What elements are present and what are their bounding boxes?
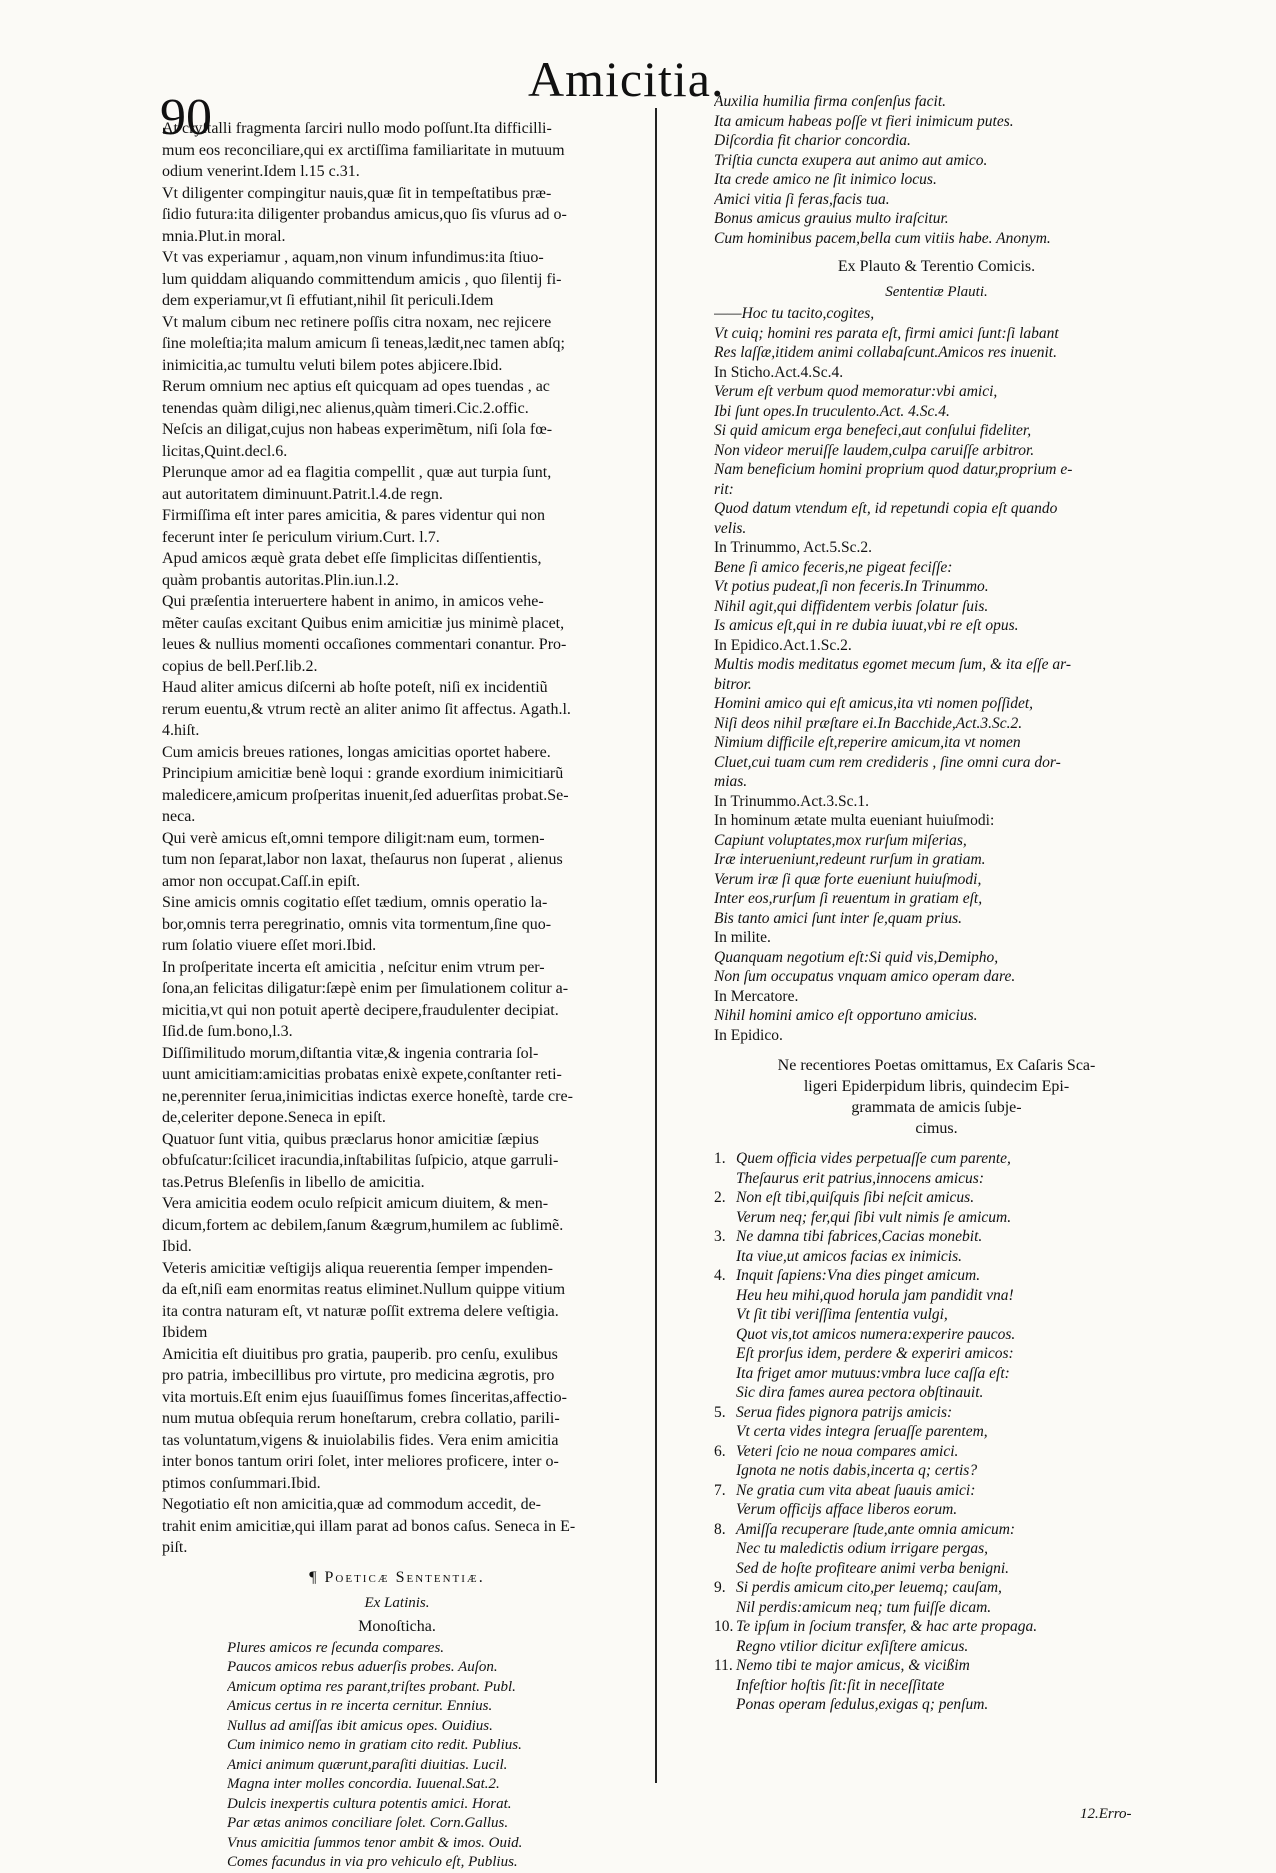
verse-line: Amici vitia ſi feras,facis tua. [714, 190, 890, 208]
epigram-number: 8. [714, 1520, 726, 1538]
text-line: micitia,vt qui non potuit apertè decipere,fraudulenter decipiat. [162, 1001, 559, 1019]
epigram-text: Ne damna tibi fabrices,Cacias monebit. [736, 1228, 983, 1245]
right-column [714, 92, 1159, 1715]
text-line: copius de bell.Perſ.lib.2. [162, 657, 318, 675]
source-reference: In Trinummo, Act.5.Sc.2. [714, 539, 873, 556]
text-line: mnia.Plut.in moral. [162, 227, 286, 245]
text-line: ita contra naturam eſt, vt naturæ poſſit extrema delere veſtigia. [162, 1302, 559, 1320]
epigram-text: Vt certa vides integra ſeruaſſe parentem, [736, 1423, 988, 1440]
epigram-line [714, 1695, 1159, 1715]
text-line: da eſt,niſi eam enormitas reatus eliminet.Nullum quippe vitium [162, 1281, 566, 1298]
source-reference: In milite. [714, 929, 771, 946]
text-line: aut autoritatem diminuunt.Patrit.l.4.de regn. [162, 485, 443, 503]
epigram-line [714, 1266, 1159, 1286]
epigram-number: 11. [714, 1657, 733, 1674]
text-line: odium venerint.Idem l.15 c.31. [162, 163, 360, 180]
epigram-text: Nemo tibi te major amicus, & vicißim [736, 1657, 970, 1674]
epigram-line [714, 1364, 1159, 1384]
text-line: leues & nullius momenti occaſiones commentari conantur. Pro- [162, 636, 567, 653]
verse-line: Nihil homini amico eſt opportuno amicius. [714, 1007, 978, 1024]
text-line: Diſſimilitudo morum,diſtantia vitæ,& ingenia contraria ſol- [162, 1044, 539, 1062]
text-line: licitas,Quint.decl.6. [162, 442, 288, 460]
text-line: Apud amicos æquè grata debet eſſe ſimplicitas diſſentientis, [162, 550, 542, 567]
text-line: inimicitia,ac tumultu veluti bilem potes abjicere.Ibid. [162, 356, 503, 374]
verse-line: Paucos amicos rebus aduerſis probes. Auſon. [227, 1659, 498, 1675]
epigram-text: Eſt prorſus idem, perdere & experiri amicos: [736, 1345, 1014, 1362]
epigram-line [714, 1656, 1159, 1676]
epigram-text: Amiſſa recuperare ſtude,ante omnia amicum: [736, 1520, 1016, 1538]
verse-line: Si quid amicum erga benefeci,aut conſului fideliter, [714, 422, 1032, 439]
verse-line: Amicus certus in re incerta cernitur. Ennius. [227, 1698, 493, 1714]
intro-line: cimus. [915, 1120, 958, 1137]
text-line: bor,omnis terra peregrinatio, omnis vita tormentum,ſine quo- [162, 915, 552, 933]
text-line: Rerum omnium nec aptius eſt quicquam ad opes tuendas , ac [162, 378, 550, 395]
verse-line: Plures amicos re ſecunda compares. [227, 1639, 445, 1656]
source-reference: In Epidico. [714, 1026, 783, 1044]
epigram-text: Regno vtilior dicitur exſiſtere amicus. [736, 1637, 969, 1655]
epigram-line [714, 1325, 1159, 1345]
verse-line: Multis modis meditatus egomet mecum ſum, & ita eſſe ar- [714, 656, 1071, 673]
epigram-line [714, 1617, 1159, 1637]
text-line: tenendas quàm diligi,nec alienus,quàm timeri.Cic.2.offic. [162, 399, 529, 417]
text-line: tas.Petrus Bleſenſis in libello de amicitia. [162, 1173, 425, 1191]
verse-line: Homini amico qui eſt amicus,ita vti nomen poſſidet, [714, 695, 1033, 712]
epigram-text: Sic dira fames aurea pectora obſtinauit. [736, 1384, 984, 1401]
verse-line: Inter eos,rurſum ſi reuentum in gratiam eſt, [714, 890, 983, 907]
epigram-line [714, 1500, 1159, 1520]
verse-line: Vnus amicitia ſummos tenor ambit & imos. Ouid. [227, 1834, 523, 1851]
verse-line: Non videor meruiſſe laudem,culpa caruiſſe arbitror. [714, 441, 1035, 459]
verse-line: Vt cuiq; homini res parata eſt, firmi amici ſunt:ſi labant [714, 324, 1059, 342]
plautus-verses [714, 304, 1159, 1045]
intro-line: Ne recentiores Poetas omittamus, Ex Caſaris Sca- [777, 1057, 1096, 1074]
verse-line: Quanquam negotium eſt:Si quid vis,Demipho, [714, 948, 999, 966]
text-line: rum ſolatio viuere eſſet mori.Ibid. [162, 937, 377, 954]
epigram-line [714, 1676, 1159, 1696]
page-title: Amicitia. [528, 51, 725, 107]
text-line: inter bonos tantum oriri ſolet, inter meliores proficere, inter o- [162, 1453, 559, 1470]
epigram-text: Infeſtior hoſtis ſit:ſit in neceſſitate [736, 1676, 945, 1694]
column-divider [655, 108, 657, 1783]
verse-line: Verum iræ ſi quæ forte eueniunt huiuſmodi, [714, 870, 982, 888]
epigram-text: Serua fides pignora patrijs amicis: [736, 1403, 953, 1421]
verse-line: Par ætas animos conciliare ſolet. Corn.Gallus. [227, 1815, 509, 1831]
text-line: Negotiatio eſt non amicitia,quæ ad commodum accedit, de- [162, 1496, 541, 1513]
verse-line: velis. [714, 519, 747, 537]
text-line: ſidio futura:ita diligenter probandus amicus,quo ſis vſurus ad o- [162, 206, 567, 223]
verse-line: Is amicus eſt,qui in re dubia iuuat,vbi re eſt opus. [714, 617, 1019, 634]
epigram-text: Verum officijs afface liberos eorum. [736, 1501, 958, 1518]
epigram-line [714, 1247, 1159, 1267]
source-reference: In Trinummo.Act.3.Sc.1. [714, 792, 870, 810]
left-column [162, 118, 632, 1873]
text-line: Plerunque amor ad ea flagitia compellit , quæ aut turpia ſunt, [162, 464, 552, 481]
epigram-number: 4. [714, 1267, 726, 1284]
epigram-line [714, 1442, 1159, 1462]
verse-line: Comes facundus in via pro vehiculo eſt, Publius. [227, 1854, 518, 1870]
text-line: dem experiamur,vt ſi effutiant,nihil ſit periculi.Idem [162, 292, 494, 309]
text-line: Vera amicitia eodem oculo reſpicit amicum diuitem, & men- [162, 1195, 549, 1212]
text-line: neca. [162, 808, 196, 825]
verses-top [714, 92, 1159, 248]
text-line: rerum euentu,& vtrum rectè an aliter animo ſit affectus. Agath.l. [162, 700, 571, 718]
verse-line: Triſtia cuncta exupera aut animo aut amico. [714, 151, 988, 169]
epigram-text: Verum neq; fer,qui ſibi vult nimis ſe amicum. [736, 1208, 1012, 1226]
epigram-text: Veteri ſcio ne noua compares amici. [736, 1442, 959, 1460]
verse-line: bitror. [714, 675, 752, 693]
epigram-line [714, 1598, 1159, 1618]
text-line: pro patria, imbecillibus pro virtute, pro medicina ægrotis, pro [162, 1367, 555, 1384]
verse-line: Nihil agit,qui diffidentem verbis ſolatur ſuis. [714, 597, 989, 615]
epigram-line [714, 1208, 1159, 1228]
epigram-line [714, 1286, 1159, 1306]
text-line: Iſid.de ſum.bono,l.3. [162, 1023, 293, 1040]
text-line: uunt amicitiam:amicitias probatas enixè expete,conſtanter reti- [162, 1066, 562, 1083]
text-line: Veteris amicitiæ veſtigijs aliqua reuerentia ſemper impenden- [162, 1259, 553, 1277]
epigram-text: Nil perdis:amicum neq; tum fuiſſe dicam. [736, 1598, 992, 1616]
verse-line: Ibi ſunt opes.In truculento.Act. 4.Sc.4. [714, 402, 950, 420]
verse-line: Non ſum occupatus vnquam amico operam dare. [714, 968, 1016, 985]
verse-line: Diſcordia fit charior concordia. [714, 132, 911, 149]
text-line: Vt vas experiamur , aquam,non vinum infundimus:ita ſtiuo- [162, 249, 544, 266]
monosticha-list [162, 1639, 632, 1873]
text-line: num mutua obſequia rerum honeſtarum, crebra collatio, parili- [162, 1410, 560, 1427]
left-text-block [162, 118, 632, 1559]
text-line: ptimos conſummari.Ibid. [162, 1474, 321, 1492]
epigram-text: Ita viue,ut amicos facias ex inimicis. [736, 1247, 962, 1265]
intro-line: ligeri Epiderpidum libris, quindecim Epi- [803, 1078, 1070, 1095]
verse-line: Bonus amicus grauius multo iraſcitur. [714, 210, 949, 227]
text-line: de,celeriter depone.Seneca in epiſt. [162, 1109, 386, 1126]
text-line: Vt diligenter compingitur nauis,quæ ſit in tempeſtatibus præ- [162, 184, 552, 202]
text-line: Amicitia eſt diuitibus pro gratia, pauperib. pro cenſu, exulibus [162, 1345, 558, 1363]
text-line: Haud aliter amicus diſcerni ab hoſte poteſt, niſi ex incidentiũ [162, 679, 548, 696]
epigram-text: Te ipſum in ſocium transfer, & hac arte propaga. [736, 1618, 1038, 1635]
verse-line: Vt potius pudeat,ſi non feceris.In Trinummo. [714, 578, 989, 595]
epigram-line [714, 1481, 1159, 1501]
verse-line: Cum inimico nemo in gratiam cito redit. Publius. [227, 1737, 522, 1753]
verse-line: Nam beneficium homini proprium quod datur,proprium e- [714, 461, 1073, 478]
verse-line: Auxilia humilia firma conſenſus facit. [714, 93, 947, 110]
epigram-text: Ignota ne notis dabis,incerta q; certis? [736, 1462, 978, 1479]
epigram-line [714, 1539, 1159, 1559]
text-line: Cum amicis breues rationes, longas amicitias oportet habere. [162, 743, 551, 761]
verse-line: Niſi deos nihil præſtare ei.In Bacchide,Act.3.Sc.2. [714, 714, 1023, 732]
epigram-list [714, 1149, 1159, 1715]
monosticha-heading: Monoſticha. [358, 1617, 436, 1635]
epigram-text: Inquit ſapiens:Vna dies pinget amicum. [736, 1267, 981, 1284]
verse-line: Magna inter molles concordia. Iuuenal.Sat.2. [227, 1776, 500, 1792]
verse-line: Ita crede amico ne ſit inimico locus. [714, 171, 937, 188]
epigram-line [714, 1188, 1159, 1208]
verse-line: Cluet,cui tuam cum rem credideris , ſine omni cura dor- [714, 753, 1061, 771]
catchword: 12.Erro- [1080, 1806, 1132, 1822]
epigram-line [714, 1383, 1159, 1403]
text-line: dicum,fortem ac debilem,ſanum &ægrum,humilem ac ſublimẽ. [162, 1216, 564, 1234]
epigram-number: 3. [714, 1228, 726, 1245]
text-line: In proſperitate incerta eſt amicitia , neſcitur enim vtrum per- [162, 958, 545, 976]
epigram-text: Ponas operam ſedulus,exigas q; penſum. [736, 1696, 989, 1713]
text-line: Vt malum cibum nec retinere poſſis citra noxam, nec rejicere [162, 313, 552, 331]
verse-line: Res laſſæ,itidem animi collabaſcunt.Amicos res inuenit. [714, 344, 1057, 361]
epigram-line [714, 1461, 1159, 1481]
source-reference: In Mercatore. [714, 987, 799, 1005]
source-reference: In hominum ætate multa eueniant huiuſmodi: [714, 812, 995, 829]
epigram-line [714, 1403, 1159, 1423]
text-line: ſona,an felicitas diligatur:ſæpè enim per ſimulationem colitur a- [162, 980, 569, 997]
epigram-text: Quot vis,tot amicos numera:experire paucos. [736, 1325, 1016, 1343]
text-line: Principium amicitiæ benè loqui : grande exordium inimicitiarũ [162, 765, 564, 782]
text-line: tas voluntatum,vigens & inuiolabilis fides. Vera enim amicitia [162, 1431, 559, 1449]
text-line: Ibid. [162, 1238, 192, 1255]
text-line: Sine amicis omnis cogitatio eſſet tædium, omnis operatio la- [162, 894, 548, 911]
verse-line: Nimium difficile eſt,reperire amicum,ita vt nomen [714, 734, 1021, 751]
verse-line: Amici animum quærunt,paraſiti diuitias. Lucil. [227, 1756, 508, 1773]
verse-line: Nullus ad amiſſas ibit amicus opes. Ouidius. [227, 1717, 493, 1734]
epigram-text: Si perdis amicum cito,per leuemq; cauſam, [736, 1579, 1002, 1596]
verse-line: Iræ interueniunt,redeunt rurſum in gratiam. [714, 851, 986, 868]
text-line: obfuſcatur:ſcilicet iracundia,inſtabilitas ſuſpicio, atque garruli- [162, 1152, 559, 1169]
epigram-text: Theſaurus erit patrius,innocens amicus: [736, 1169, 984, 1187]
text-line: piſt. [162, 1539, 188, 1556]
text-line: Firmiſſima eſt inter pares amicitia, & pares videntur qui non [162, 507, 546, 524]
text-line: mum eos reconciliare,qui ex arctiſſima familiaritate in mutuum [162, 141, 565, 159]
epigram-line [714, 1169, 1159, 1189]
text-line: Ibidem [162, 1324, 208, 1341]
text-line: trahit enim amicitiæ,qui illam parat ad bonos caſus. Seneca in E- [162, 1517, 576, 1535]
epigram-number: 6. [714, 1442, 726, 1460]
text-line: Quatuor ſunt vitia, quibus præclarus honor amicitiæ ſæpius [162, 1130, 539, 1148]
text-line: vita mortuis.Eſt enim ejus ſuauiſſimus fomes ſinceritas,affectio- [162, 1388, 567, 1406]
verse-line: Capiunt voluptates,mox rurſum miſerias, [714, 831, 967, 849]
source-reference: In Sticho.Act.4.Sc.4. [714, 363, 844, 381]
text-line: maledicere,amicum proſperitas inuenit,ſed aduerſitas probat.Se- [162, 786, 569, 804]
text-line: Qui verè amicus eſt,omni tempore diligit:nam eum, tormen- [162, 829, 545, 847]
verse-line: mias. [714, 773, 748, 790]
verse-line: Amicum optima res parant,triſtes probant. Publ. [227, 1678, 516, 1695]
plautus-subheading: Sententiæ Plauti. [885, 284, 988, 300]
text-line: mẽter cauſas excitant Quibus enim amicitiæ jus minimè placet, [162, 614, 565, 632]
intro-paragraph [714, 1055, 1159, 1139]
epigram-line [714, 1344, 1159, 1364]
epigram-line [714, 1578, 1159, 1598]
text-line: Qui præſentia interuertere habent in animo, in amicos vehe- [162, 593, 544, 610]
epigram-line [714, 1227, 1159, 1247]
text-line: quàm probantis autoritas.Plin.iun.l.2. [162, 571, 399, 589]
subheading: Ex Latinis. [364, 1594, 430, 1611]
epigram-text: Vt ſit tibi veriſſima ſententia vulgi, [736, 1306, 948, 1323]
text-line: lum quiddam aliquando committendum amicis , quo ſilentij fi- [162, 270, 562, 288]
plautus-heading: Ex Plauto & Terentio Comicis. [837, 258, 1036, 275]
verse-line: ——Hoc tu tacito,cogites, [714, 305, 875, 322]
epigram-text: Non eſt tibi,quiſquis ſibi neſcit amicus. [736, 1189, 975, 1206]
verse-line: Ita amicum habeas poſſe vt fieri inimicum putes. [714, 112, 1014, 130]
epigram-number: 7. [714, 1481, 726, 1499]
epigram-line [714, 1305, 1159, 1325]
section-heading: ¶ Poeticæ Sententiæ. [309, 1568, 485, 1586]
verse-line: Verum eſt verbum quod memoratur:vbi amici, [714, 383, 998, 400]
epigram-number: 10. [714, 1618, 734, 1635]
verse-line: rit: [714, 480, 734, 498]
verse-line: Cum hominibus pacem,bella cum vitiis habe. Anonym. [714, 229, 1051, 247]
text-line: amor non occupat.Caſſ.in epiſt. [162, 872, 361, 890]
epigram-line [714, 1149, 1159, 1169]
epigram-number: 2. [714, 1189, 726, 1206]
page-number: 90 [160, 89, 212, 146]
epigram-text: Sed de hoſte profiteare animi verba benigni. [736, 1559, 1010, 1577]
epigram-text: Ne gratia cum vita abeat ſuauis amici: [736, 1481, 976, 1499]
epigram-number: 5. [714, 1403, 726, 1421]
epigram-text: Ita friget amor mutuus:vmbra luce caſſa eſt: [736, 1364, 1010, 1382]
text-line: At cryſtalli fragmenta ſarciri nullo modo poſſunt.Ita difficilli- [162, 120, 552, 137]
epigram-line [714, 1559, 1159, 1579]
text-line: ne,perenniter ſerua,inimicitias indictas exerce honeſtè, tarde cre- [162, 1087, 573, 1105]
epigram-line [714, 1637, 1159, 1657]
verse-line: Bis tanto amici ſunt inter ſe,quam prius. [714, 909, 962, 927]
text-line: 4.hiſt. [162, 722, 200, 739]
verse-line: Bene ſi amico feceris,ne pigeat feciſſe: [714, 558, 953, 576]
epigram-number: 9. [714, 1579, 726, 1596]
epigram-number: 1. [714, 1150, 726, 1167]
epigram-line [714, 1422, 1159, 1442]
epigram-text: Nec tu maledictis odium irrigare pergas, [736, 1540, 988, 1557]
epigram-text: Heu heu mihi,quod horula jam pandidit vna! [736, 1286, 1014, 1304]
text-line: Neſcis an diligat,cujus non habeas experimẽtum, niſi ſola fœ- [162, 421, 553, 438]
verse-line: Quod datum vtendum eſt, id repetundi copia eſt quando [714, 500, 1058, 517]
source-reference: In Epidico.Act.1.Sc.2. [714, 636, 852, 654]
text-line: ſine moleſtia;ita malum amicum ſi teneas,lædit,nec tamen abſq; [162, 335, 565, 352]
epigram-text: Quem officia vides perpetuaſſe cum parente, [736, 1150, 1011, 1167]
verse-line: Dulcis inexpertis cultura potentis amici. Horat. [227, 1795, 512, 1812]
epigram-line [714, 1520, 1159, 1540]
text-line: fecerunt inter ſe periculum virium.Curt. l.7. [162, 528, 440, 546]
text-line: tum non ſeparat,labor non laxat, theſaurus non ſuperat , alienus [162, 851, 563, 868]
intro-line: grammata de amicis ſubje- [851, 1099, 1022, 1116]
